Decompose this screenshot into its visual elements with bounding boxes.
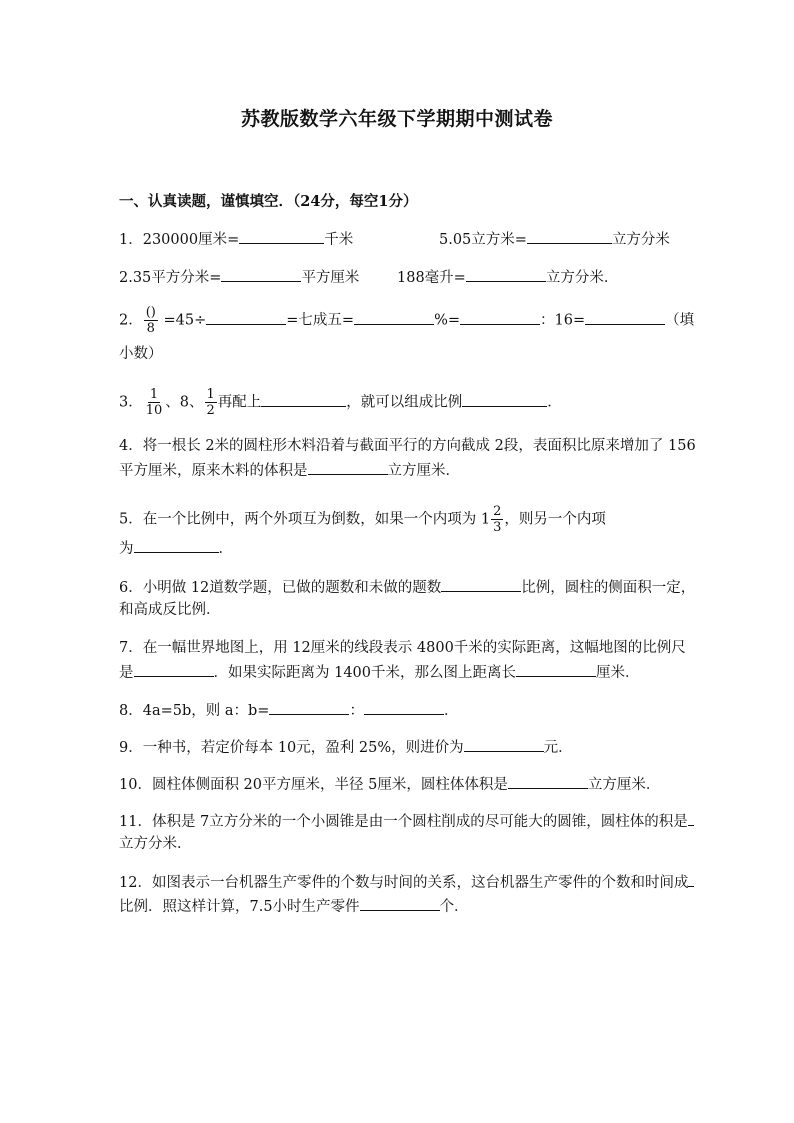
question-3: 3． $\frac{1}{10}$ 、8、 $\frac{1}{2}$ 再配上 ，就可以组成比例 ． xyxy=(119,387,562,418)
question-1-line-1: 1．230000厘米= 千米 xyxy=(119,229,353,250)
question-11-line-1: 11．体积是 7立方分米的一个小圆锥是由一个圆柱削成的尽可能大的圆锥，圆柱体的积是 xyxy=(119,811,694,832)
section-heading: 一、认真读题，谨慎填空．（24分，每空1分） xyxy=(119,193,418,210)
fraction: $\frac{1}{2}$ xyxy=(206,387,215,418)
answer-blank[interactable] xyxy=(508,774,588,789)
question-12-line-1: 12．如图表示一台机器生产零件的个数与时间的关系，这台机器生产零件的个数和时间成 xyxy=(119,872,694,893)
answer-blank[interactable] xyxy=(221,267,301,282)
question-4-line-2: 平方厘米，原来木料的体积是 立方厘米． xyxy=(119,460,460,481)
question-5-line-1: 5．在一个比例中，两个外项互为倒数，如果一个内项为 1 $\frac{2}{3}$ ，则另一个内项 xyxy=(119,504,606,535)
answer-blank[interactable] xyxy=(269,700,349,715)
answer-blank[interactable] xyxy=(462,392,547,407)
answer-blank[interactable] xyxy=(464,737,544,752)
page-title: 苏教版数学六年级下学期期中测试卷 xyxy=(240,108,553,130)
answer-blank[interactable] xyxy=(239,229,324,244)
answer-blank[interactable] xyxy=(206,310,286,325)
question-6-line-2: 和高成反比例． xyxy=(119,602,221,618)
question-11-line-2: 立方分米． xyxy=(119,836,192,852)
question-1-line-1b: 5.05立方米= 立方分米 xyxy=(439,229,670,250)
answer-blank[interactable] xyxy=(460,310,540,325)
fraction: $\frac{2}{3}$ xyxy=(493,504,502,535)
question-7-line-2: 是 ．如果实际距离为 1400千米，那么图上距离长 厘米． xyxy=(119,662,640,683)
question-10: 10．圆柱体侧面积 20平方厘米，半径 5厘米，圆柱体体积是 立方厘米． xyxy=(119,774,660,795)
answer-blank[interactable] xyxy=(134,538,219,553)
answer-blank[interactable] xyxy=(585,310,665,325)
question-4-line-1: 4．将一根长 2米的圆柱形木料沿着与截面平行的方向截成 2段，表面积比原来增加了 156 xyxy=(119,438,696,454)
answer-blank[interactable] xyxy=(360,896,440,911)
answer-blank[interactable] xyxy=(441,577,521,592)
question-1-line-2b: 188毫升= 立方分米． xyxy=(397,267,618,288)
question-9: 9．一种书，若定价每本 10元，盈利 25%，则进价为 元． xyxy=(119,737,573,758)
question-1-line-2: 2.35平方分米= 平方厘米 xyxy=(119,267,359,288)
question-7-line-1: 7．在一幅世界地图上，用 12厘米的线段表示 4800千米的实际距离，这幅地图的比例尺 xyxy=(119,640,686,656)
question-12-line-2: 比例．照这样计算，7.5小时生产零件 个． xyxy=(119,896,469,917)
answer-blank[interactable] xyxy=(466,267,546,282)
fraction: $\frac{()}{8}$ xyxy=(145,305,156,336)
answer-blank[interactable] xyxy=(261,392,346,407)
answer-blank[interactable] xyxy=(527,229,612,244)
answer-blank[interactable] xyxy=(364,700,444,715)
answer-blank[interactable] xyxy=(516,662,596,677)
question-2-line-2: 小数） xyxy=(119,346,163,362)
question-5-line-2: 为 ． xyxy=(119,538,233,559)
answer-blank[interactable] xyxy=(688,811,694,826)
question-2-line-1: 2． $\frac{()}{8}$ =45÷ =七成五= %= ：16= （填 xyxy=(119,305,695,336)
question-8: 8．4a=5b，则 a：b= ： ． xyxy=(119,700,458,721)
question-6-line-1: 6．小明做 12道数学题，已做的题数和未做的题数 比例，圆柱的侧面积一定， xyxy=(119,577,695,598)
answer-blank[interactable] xyxy=(308,460,388,475)
answer-blank[interactable] xyxy=(688,872,694,887)
answer-blank[interactable] xyxy=(134,662,214,677)
fraction: $\frac{1}{10}$ xyxy=(145,387,163,418)
answer-blank[interactable] xyxy=(354,310,434,325)
